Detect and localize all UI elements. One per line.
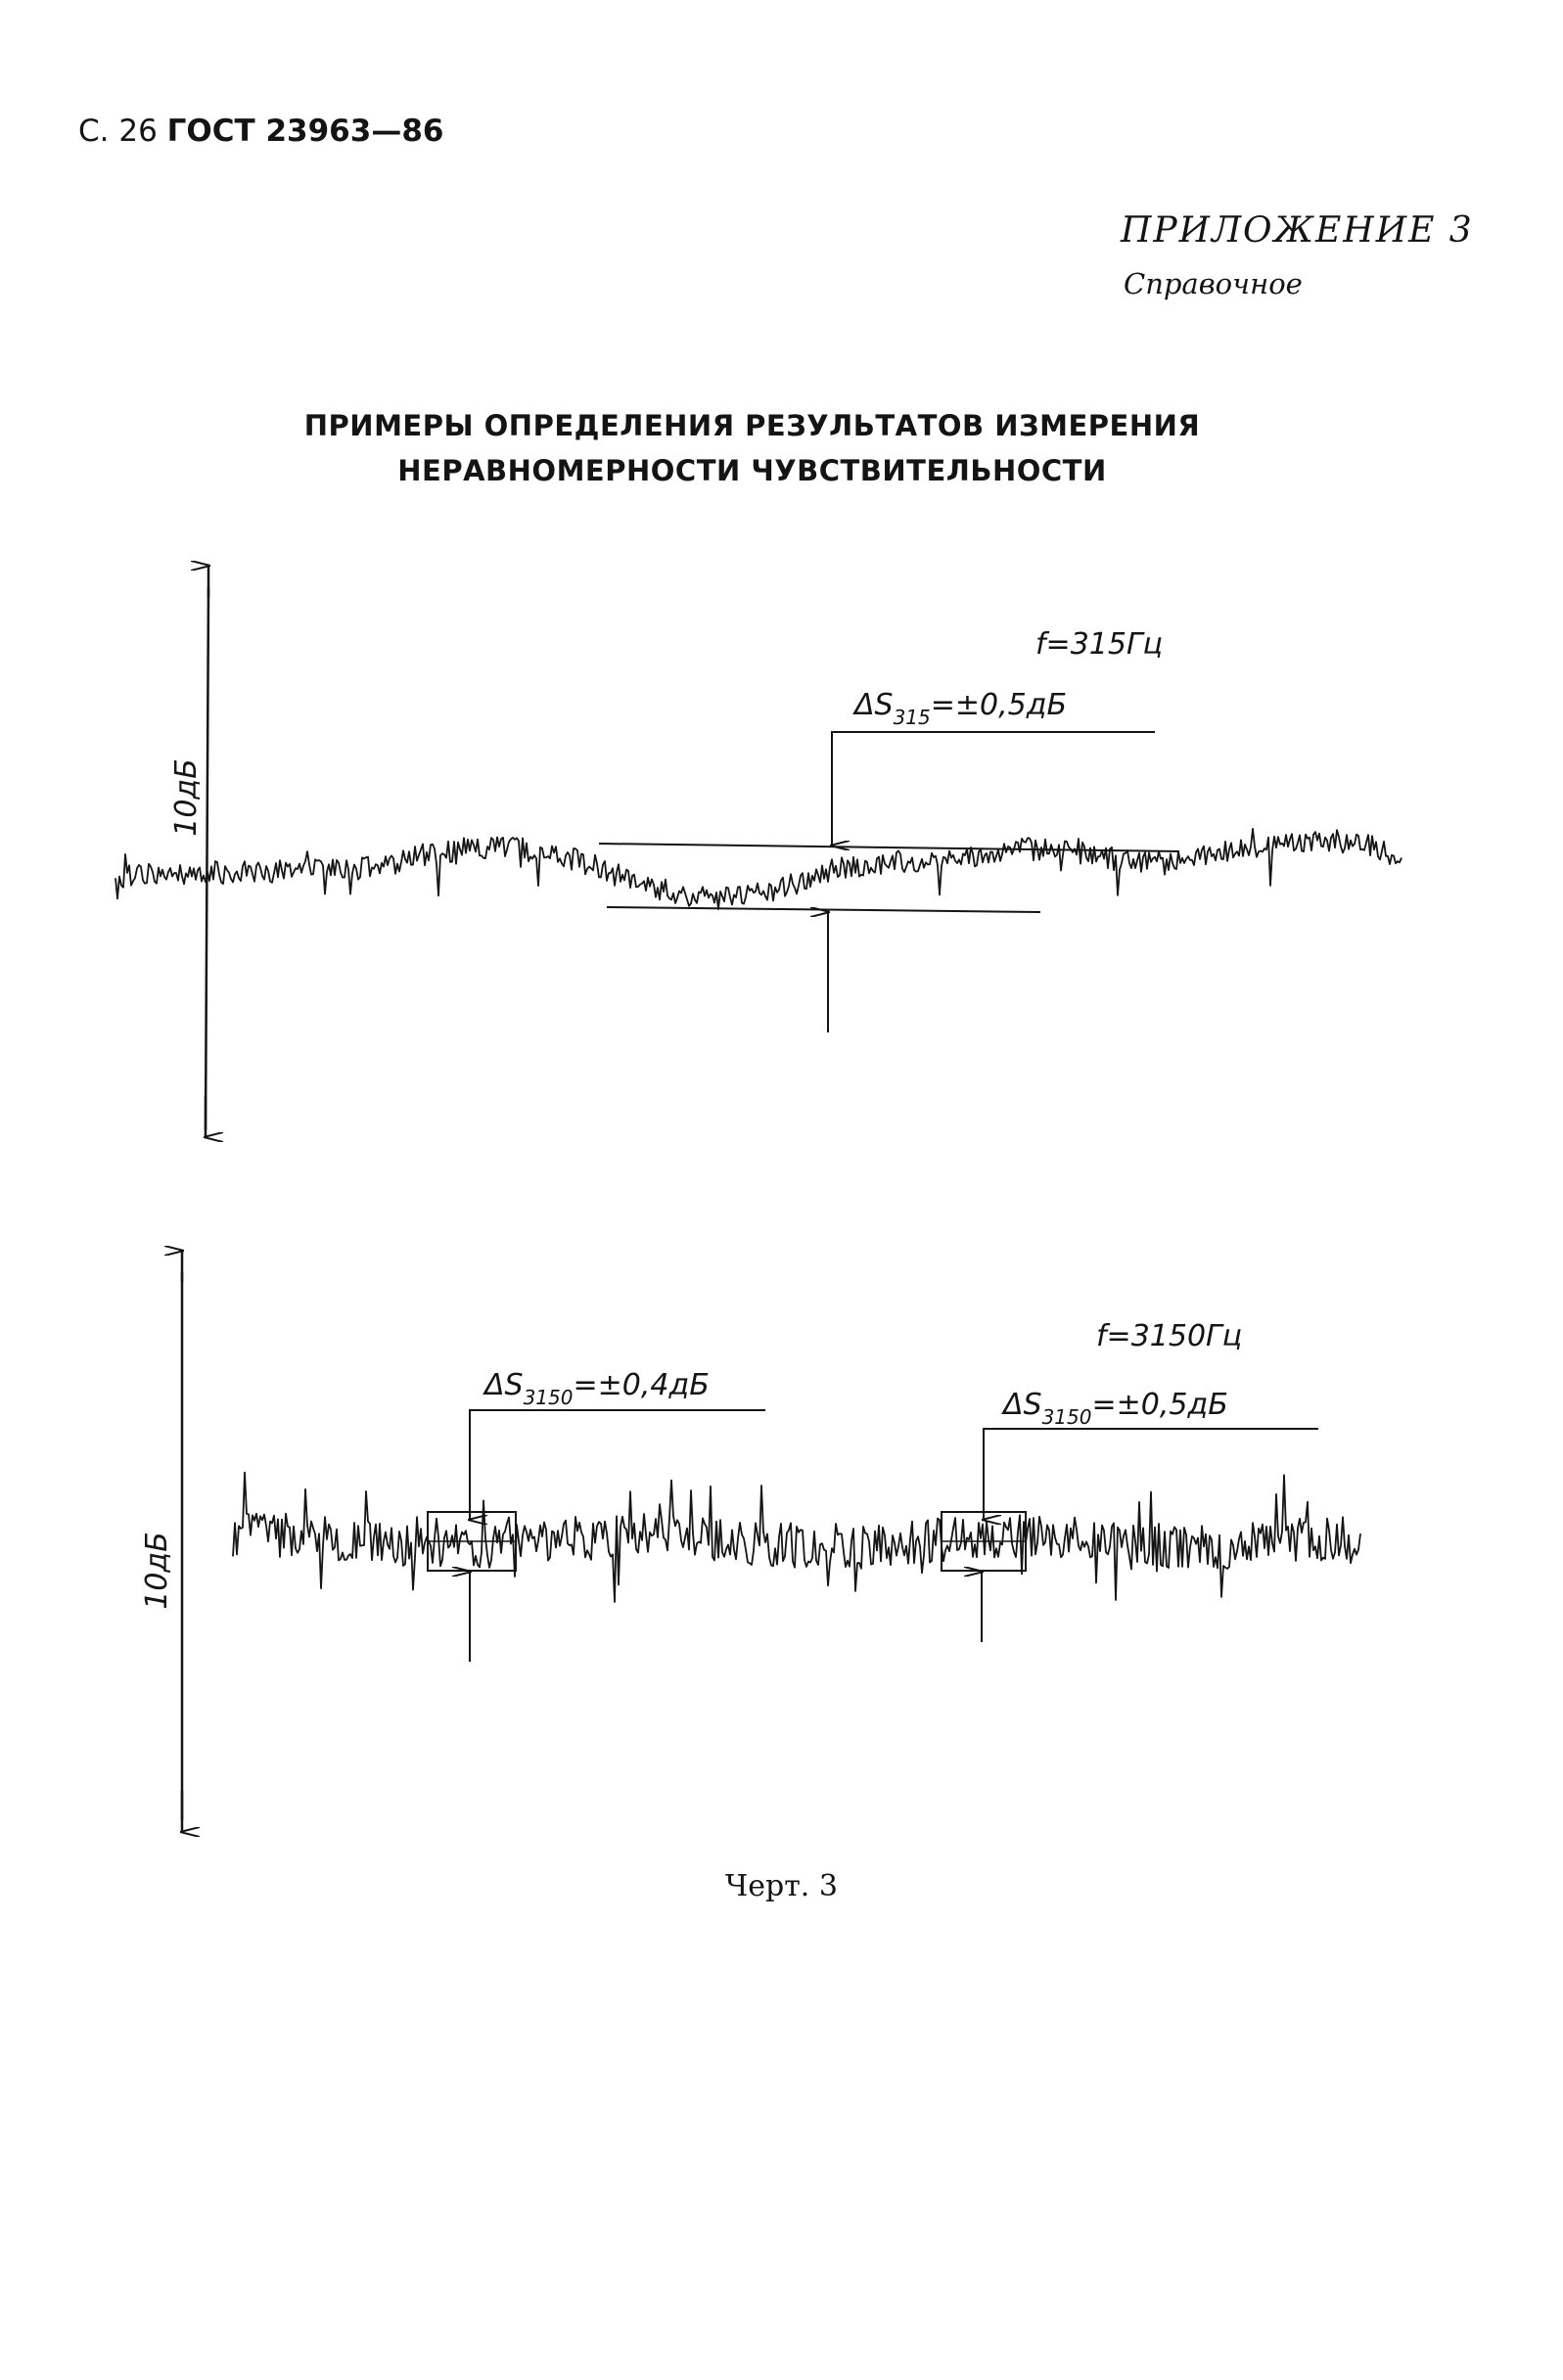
standard-number: ГОСТ 23963—86	[166, 114, 444, 149]
delta-label-1	[483, 1368, 710, 1409]
scale-label: 10дБ	[140, 1532, 174, 1610]
response-trace-315hz	[115, 829, 1402, 909]
delta-2-leader	[984, 1429, 1318, 1499]
scale-label: 10дБ	[169, 758, 204, 837]
delta-2-prefix: ΔS	[1003, 1388, 1042, 1422]
frequency-label: f=315Гц	[1035, 627, 1164, 662]
page-number: С. 26	[78, 114, 158, 149]
scale-line	[206, 587, 208, 1130]
delta-label-2	[1001, 1388, 1228, 1429]
delta-label	[852, 688, 1067, 729]
frequency-label: f=3150Гц	[1096, 1319, 1243, 1353]
delta-leader	[832, 732, 1155, 824]
document-title-line-1: ПРИМЕРЫ ОПРЕДЕЛЕНИЯ РЕЗУЛЬТАТОВ ИЗМЕРЕНИЯ	[303, 409, 1201, 442]
figure-caption: Черт. 3	[725, 1869, 838, 1903]
figure-315hz	[115, 566, 1402, 1137]
appendix-subtitle: Справочное	[1124, 267, 1303, 300]
delta-1-subscript: 3150	[523, 1386, 574, 1409]
figure-3150hz	[140, 1251, 1360, 1832]
delta-1-prefix: ΔS	[484, 1368, 524, 1402]
delta-value: =±0,5дБ	[930, 688, 1068, 722]
delta-1-value: =±0,4дБ	[573, 1368, 710, 1402]
appendix-title: ПРИЛОЖЕНИЕ 3	[1121, 210, 1474, 251]
delta-prefix: ΔS	[854, 688, 894, 722]
delta-1-leader	[470, 1410, 765, 1499]
upper-reference-line	[599, 844, 1179, 851]
delta-2-subscript: 3150	[1041, 1405, 1092, 1429]
delta-2-value: =±0,5дБ	[1091, 1388, 1228, 1422]
document-title-line-2: НЕРАВНОМЕРНОСТИ ЧУВСТВИТЕЛЬНОСТИ	[397, 454, 1107, 487]
lower-reference-line	[607, 907, 1040, 912]
response-trace-3150hz	[233, 1473, 1360, 1602]
delta-subscript: 315	[893, 706, 931, 729]
